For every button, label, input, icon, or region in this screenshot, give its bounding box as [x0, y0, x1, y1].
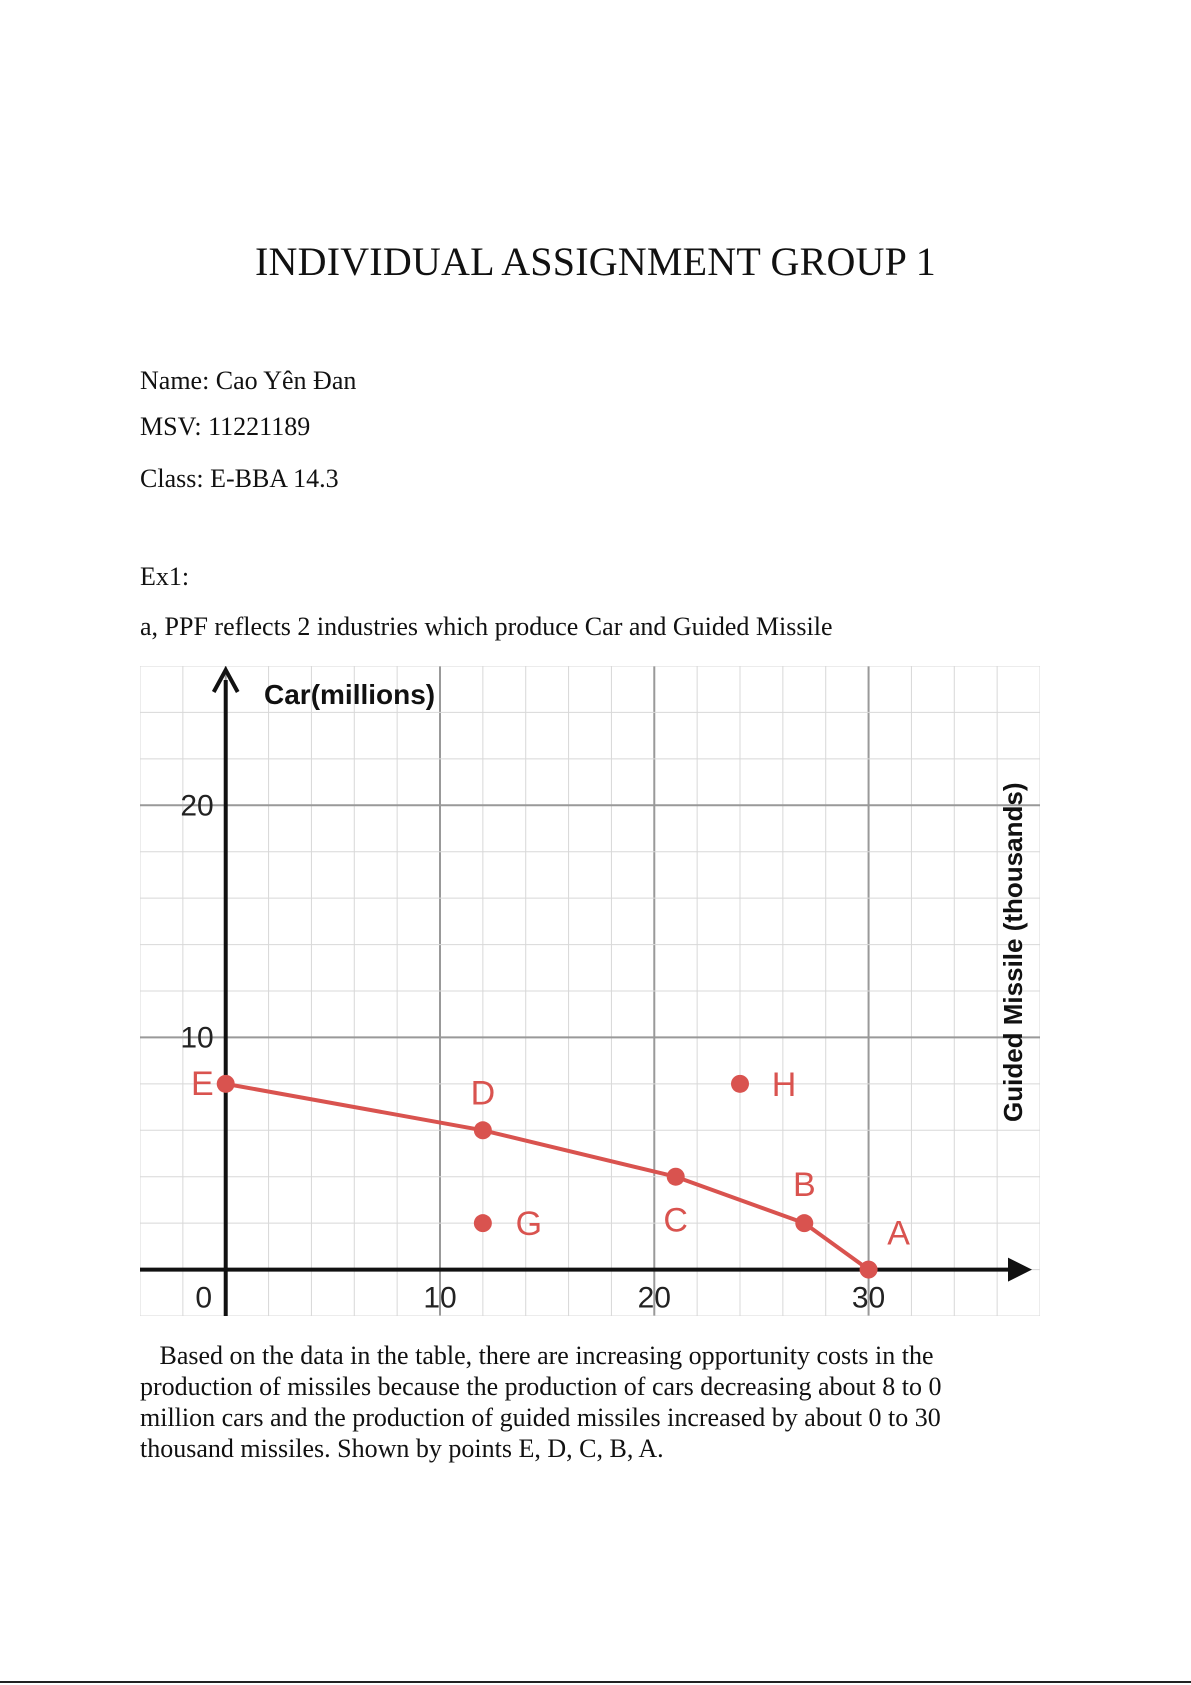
point-b-label: B [792, 1166, 816, 1205]
ppf-chart [140, 666, 1040, 1316]
point-h-marker [731, 1075, 749, 1093]
point-g-label: G [515, 1205, 543, 1244]
student-class: Class: E-BBA 14.3 [140, 464, 339, 493]
explanation-paragraph: Based on the data in the table, there are increasing opportunity costs in the production of missiles because the production of cars decreasing about 8 to 0 million cars and the production of guided missiles increased by about 0 to 30 thousand missiles. Shown by points E, D, C, B, A. [140, 1341, 942, 1463]
point-d-marker [474, 1121, 492, 1139]
x-axis-title: Guided Missile (thousands) [998, 782, 1028, 1122]
x-tick-label: 20 [637, 1281, 671, 1315]
page-bottom-rule [0, 1681, 1191, 1683]
x-axis-arrow-icon [1008, 1258, 1032, 1282]
point-h-label: H [771, 1065, 797, 1104]
point-a-label: A [887, 1214, 910, 1253]
x-tick-label: 10 [423, 1281, 457, 1315]
y-axis-title: Car(millions) [264, 679, 436, 710]
point-a-marker [860, 1261, 878, 1279]
question-part-a: a, PPF reflects 2 industries which produce Car and Guided Missile [140, 612, 833, 641]
x-tick-label: 30 [851, 1281, 886, 1315]
point-c-marker [667, 1168, 685, 1186]
point-e-marker [217, 1075, 235, 1093]
y-tick-label: 10 [180, 1021, 214, 1055]
exercise-label: Ex1: [140, 562, 190, 591]
point-c-label: C [663, 1201, 688, 1240]
point-b-marker [795, 1214, 813, 1232]
x-tick-label: 0 [195, 1281, 213, 1315]
point-g-marker [474, 1214, 492, 1232]
point-d-label: D [470, 1074, 496, 1113]
document-title: INDIVIDUAL ASSIGNMENT GROUP 1 [255, 239, 936, 284]
point-e-label: E [191, 1064, 214, 1103]
student-name: Name: Cao Yên Đan [140, 366, 357, 395]
student-id: MSV: 11221189 [140, 412, 311, 441]
y-tick-label: 20 [180, 789, 214, 823]
